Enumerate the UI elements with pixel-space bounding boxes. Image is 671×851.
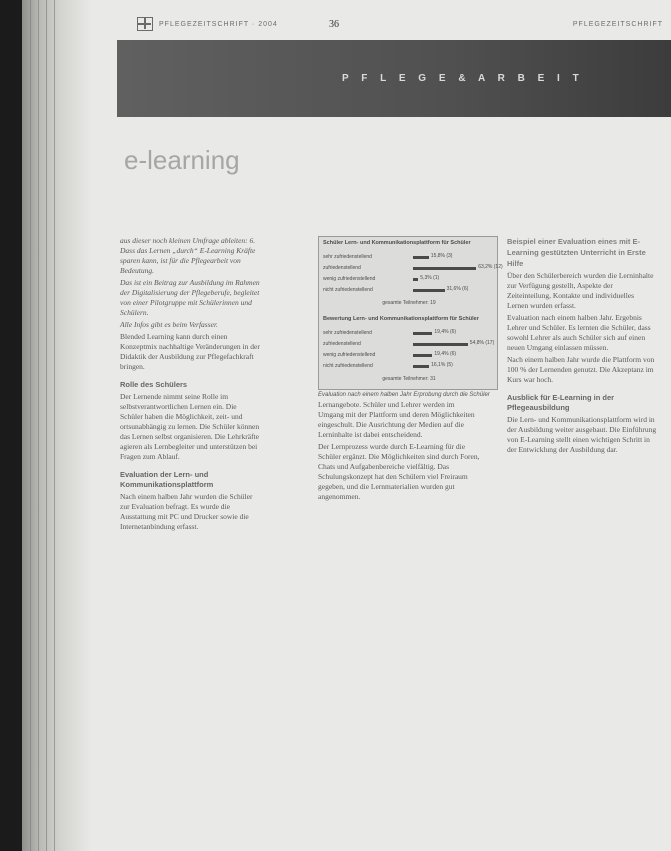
bar-category-label: sehr zufriedenstellend bbox=[323, 254, 372, 260]
chart-bar bbox=[413, 332, 432, 335]
body-paragraph: Blended Learning kann durch einen Konzeptmix nachhaltige Veränderungen in der Didaktik der Ausbildung zur Pflegefachkraft bringen. bbox=[120, 332, 260, 371]
chart-bar bbox=[413, 256, 429, 259]
chart-bar bbox=[413, 278, 418, 281]
bar-value-label: 31,6% (6) bbox=[446, 286, 469, 292]
bar-category-label: zufriedenstellend bbox=[323, 341, 361, 347]
bar-category-label: zufriedenstellend bbox=[323, 265, 361, 271]
sidebar-text: Über den Schülerbereich wurden die Lerninhalte zur Verfügung gestellt, Aspekte der Zeiteinteilung, Kontakte und individuelles Lernen wurden erfasst. bbox=[507, 271, 654, 310]
bar-value-label: 15,8% (3) bbox=[430, 253, 453, 259]
bar-value-label: 19,4% (6) bbox=[434, 351, 457, 357]
intro-paragraph: Das ist ein Beitrag zur Ausbildung im Rahmen der Digitalisierung der Pflegeberufe, begleitet von einer Pilotgruppe mit Schülerinnen und Schülern. bbox=[120, 278, 260, 317]
chart-total-label: gesamte Teilnehmer: 31 bbox=[382, 376, 436, 382]
text-column-left bbox=[120, 236, 260, 534]
running-header-right: PFLEGEZEITSCHRIFT bbox=[572, 21, 663, 28]
bar-value-label: 19,4% (6) bbox=[434, 329, 457, 335]
intro-paragraph: Alle Infos gibt es beim Verfasser. bbox=[120, 320, 218, 329]
chart-bar bbox=[413, 289, 445, 292]
text-column-middle bbox=[318, 400, 481, 504]
chart-bar-row bbox=[323, 351, 495, 360]
chart-caption: Evaluation nach einem halben Jahr Erprobung durch die Schüler bbox=[318, 392, 490, 398]
running-header bbox=[117, 20, 671, 34]
page-edge-line bbox=[46, 0, 47, 851]
chart-bar-row bbox=[323, 286, 495, 295]
text-column-right bbox=[507, 236, 657, 457]
publication-name: PFLEGEZEITSCHRIFT · 2004 bbox=[159, 21, 278, 28]
chart-bar bbox=[413, 365, 429, 368]
chart-panel-title: Schüler Lern- und Kommunikationsplattform für Schüler bbox=[323, 240, 471, 246]
chart-bar-row bbox=[323, 253, 495, 262]
bar-category-label: nicht zufriedenstellend bbox=[323, 287, 373, 293]
body-paragraph: Nach einem halben Jahr wurden die Schüler zur Evaluation befragt. Es wurde die Ausstattung mit PC und Drucker sowie die Internetanbindung erfasst. bbox=[120, 492, 253, 531]
bar-category-label: sehr zufriedenstellend bbox=[323, 330, 372, 336]
section-heading: Ausblick für E-Learning in der Pflegeausbildung bbox=[507, 393, 615, 412]
section-heading: Evaluation der Lern- und Kommunikationsplattform bbox=[120, 470, 214, 489]
evaluation-chart bbox=[318, 236, 503, 390]
chart-bar bbox=[413, 343, 468, 346]
body-paragraph: Der Lernprozess wurde durch E-Learning für die Schüler ergänzt. Die Möglichkeiten sind durch Foren, Chats und Aufgabenbereiche vielfältig. Das Schulungskonzept hat den Schülern viel Freiraum gegeben, und die Lernmaterialien wurden gut angenommen. bbox=[318, 442, 480, 501]
body-paragraph: Die Lern- und Kommunikationsplattform wird in der Ausbildung weiter ausgebaut. Die Einführung von E-Learning stellt einen wichtigen Schritt in der Entwicklung der Ausbildung dar. bbox=[507, 415, 657, 454]
bar-value-label: 16,1% (5) bbox=[431, 362, 453, 368]
article-headline: e-learning bbox=[124, 145, 240, 175]
page-edge-line bbox=[38, 0, 39, 851]
chart-bar bbox=[413, 354, 432, 357]
bar-category-label: wenig zufriedenstellend bbox=[323, 352, 376, 358]
bar-value-label: 63,2% (12) bbox=[478, 264, 503, 270]
page-edge-line bbox=[54, 0, 55, 851]
page-number: 36 bbox=[329, 19, 339, 30]
body-paragraph: Evaluation nach einem halben Jahr. Ergebnis Lehrer und Schüler. Es lernten die Schüler, dass sowohl Lehrer als auch Schüler sich auf einen neuen Umgang einlassen müssen. bbox=[507, 313, 651, 352]
body-paragraph: Der Lernende nimmt seine Rolle im selbstverantwortlichen Lernen ein. Die Schüler haben die Möglichkeit, zeit- und ortsunabhängig zu lernen. Die Schüler können das Lernen selbst organisieren. Die Lehrkräfte agieren als Lernbegleiter und unterstützen bei Fragen zum Ablauf. bbox=[120, 392, 260, 461]
magazine-page bbox=[22, 0, 671, 851]
sidebar-heading: Beispiel einer Evaluation eines mit E-Learning gestützten Unterricht in Erste Hilfe bbox=[507, 237, 646, 268]
chart-bar-row bbox=[323, 329, 495, 338]
body-paragraph: Nach einem halben Jahr wurde die Plattform von 100 % der Lernenden genutzt. Die Akzeptanz im Kurs war hoch. bbox=[507, 355, 655, 384]
chart-total-label: gesamte Teilnehmer: 19 bbox=[382, 300, 436, 306]
intro-paragraph: aus dieser noch kleinen Umfrage ableiten: 6. Dass das Lernen „durch“ E-Learning Kräfte sparen kann, ist für die Pflegearbeit von Bedeutung. bbox=[120, 236, 256, 275]
body-paragraph: Lernangebote. Schüler und Lehrer werden im Umgang mit der Plattform und deren Möglichkeiten eingeschult. Die Ausrichtung der Medien auf die Lerninhalte ist dabei entscheidend. bbox=[318, 400, 475, 439]
chart-bar-row bbox=[323, 275, 495, 284]
section-banner bbox=[117, 40, 671, 117]
chart-bar bbox=[413, 267, 476, 270]
chart-panel-title: Bewertung Lern- und Kommunikationsplattform für Schüler bbox=[323, 316, 479, 322]
bar-value-label: 5,3% (1) bbox=[420, 275, 440, 281]
publisher-logo-icon bbox=[137, 17, 153, 31]
section-rubric: P F L E G E & A R B E I T bbox=[342, 73, 584, 84]
book-spine-shadow bbox=[22, 0, 92, 851]
bar-category-label: nicht zufriedenstellend bbox=[323, 363, 373, 369]
section-heading: Rolle des Schülers bbox=[120, 380, 188, 389]
bar-category-label: wenig zufriedenstellend bbox=[323, 276, 376, 282]
chart-bar-row bbox=[323, 340, 495, 349]
chart-bar-row bbox=[323, 362, 495, 371]
chart-bar-row bbox=[323, 264, 503, 273]
page-edge-line bbox=[30, 0, 31, 851]
bar-value-label: 54,8% (17) bbox=[469, 340, 495, 346]
